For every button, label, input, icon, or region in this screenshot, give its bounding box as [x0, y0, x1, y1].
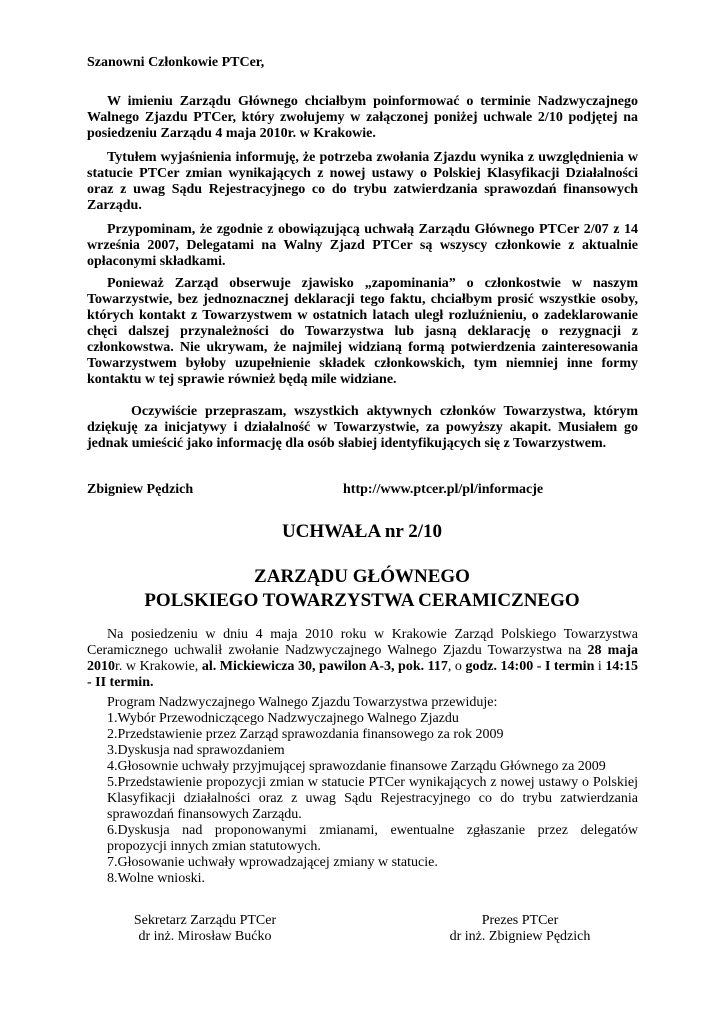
- meeting-address: al. Mickiewicza 30, pawilon A-3, pok. 117: [201, 659, 448, 674]
- list-item: 2.Przedstawienie przez Zarząd sprawozdania finansowego za rok 2009: [107, 727, 504, 742]
- program-list: [107, 695, 638, 887]
- list-item: 3.Dyskusja nad sprawozdaniem: [107, 743, 285, 758]
- signature-left: [85, 913, 325, 945]
- program-heading: Program Nadzwyczajnego Walnego Zjazdu Towarzystwa przewiduje:: [107, 695, 498, 710]
- president-role: Prezes PTCer: [481, 913, 559, 928]
- intro-text-g: i: [594, 659, 606, 674]
- list-item: 8.Wolne wnioski.: [107, 871, 206, 886]
- paragraph-4: Ponieważ Zarząd obserwuje zjawisko „zapominania” o członkostwie w naszym Towarzystwie, bez jednoznacznej deklaracji tego faktu, chciałbym prosić wszystkie osoby, których kontakt z Towarzystwem w ostatnich latach uległ rozluźnieniu, o zadeklarowanie chęci dalszej przynależności do Towarzystwa lub jasną deklarację o rezygnacji z członkowstwa. Nie ukrywam, że najmilej widzianą formą potwierdzenia zainteresowania Towarzystwem byłoby uzupełnienie składek członkowskich, tym niemniej inne formy kontaktu w tej sprawie również będą mile widziane.: [87, 276, 638, 387]
- secretary-role: Sekretarz Zarządu PTCer: [133, 913, 277, 928]
- president-name: dr inż. Zbigniew Pędzich: [449, 929, 591, 944]
- website-link[interactable]: http://www.ptcer.pl/pl/informacje: [343, 482, 544, 497]
- meeting-second-term: 14:15 - II termin.: [87, 659, 639, 690]
- intro-text-c: r. w Krakowie,: [115, 659, 202, 674]
- paragraph-1: W imieniu Zarządu Głównego chciałbym poinformować o terminie Nadzwyczajnego Walnego Zjazdu PTCer, który zwołujemy w załączonej poniżej uchwale 2/10 podjętej na posiedzeniu Zarządu 4 maja 2010r. w Krakowie.: [87, 94, 638, 141]
- meeting-first-term: godz. 14:00 - I termin: [465, 659, 595, 674]
- meeting-date: 28 maja 2010: [87, 643, 638, 674]
- resolution-subtitle-2: POLSKIEGO TOWARZYSTWA CERAMICZNEGO: [144, 590, 580, 611]
- list-item: 7.Głosowanie uchwały wprowadzającej zmiany w statucie.: [107, 855, 438, 870]
- paragraph-2: Tytułem wyjaśnienia informuję, że potrzeba zwołania Zjazdu wynika z uwzględnienia w statucie PTCer zmian wynikających z nowej ustawy o Polskiej Klasyfikacji Działalności oraz z uwag Sądu Rejestracyjnego co do trybu zatwierdzania sprawozdań finansowych Zarządu.: [87, 150, 638, 213]
- secretary-name: dr inż. Mirosław Bućko: [138, 929, 272, 944]
- resolution-title: UCHWAŁA nr 2/10: [281, 521, 443, 542]
- paragraph-3: Przypominam, że zgodnie z obowiązującą uchwałą Zarządu Głównego PTCer 2/07 z 14 września 2007, Delegatami na Walny Zjazd PTCer są wszyscy członkowie z aktualnie opłaconymi składkami.: [87, 222, 638, 269]
- signature-right: [400, 913, 640, 945]
- salutation: Szanowni Członkowie PTCer,: [87, 55, 265, 70]
- list-item: 1.Wybór Przewodniczącego Nadzwyczajnego Walnego Zjazdu: [107, 711, 459, 726]
- paragraph-5: Oczywiście przepraszam, wszystkich aktywnych członków Towarzystwa, którym dziękuję za inicjatywy i działalność w Towarzystwie, za powyższy akapit. Musiałem go jednak umieścić jako informację dla osób słabiej identyfikujących się z Towarzystwem.: [87, 404, 638, 451]
- list-item: 4.Głosownie uchwały przyjmującej sprawozdanie finansowe Zarządu Głównego za 2009: [107, 759, 606, 774]
- resolution-intro: [87, 627, 638, 691]
- intro-text-a: Na posiedzeniu w dniu 4 maja 2010 roku w Krakowie Zarząd Polskiego Towarzystwa Ceramicznego uchwalił zwołanie Nadzwyczajnego Walnego Zjazdu Towarzystwa na: [87, 627, 638, 658]
- list-item: 6.Dyskusja nad proponowanymi zmianami, ewentualne zgłaszanie przez delegatów propozycji innych zmian statutowych.: [107, 823, 638, 854]
- author-name: Zbigniew Pędzich: [87, 482, 194, 497]
- intro-text-e: , o: [447, 659, 466, 674]
- list-item: 5.Przedstawienie propozycji zmian w statucie PTCer wynikających z nowej ustawy o Polskiej Klasyfikacji działalności oraz z uwag Sądu Rejestracyjnego co do trybu zatwierdzania sprawozdań finansowych Zarządu.: [107, 775, 638, 822]
- resolution-subtitle-1: ZARZĄDU GŁÓWNEGO: [254, 566, 470, 587]
